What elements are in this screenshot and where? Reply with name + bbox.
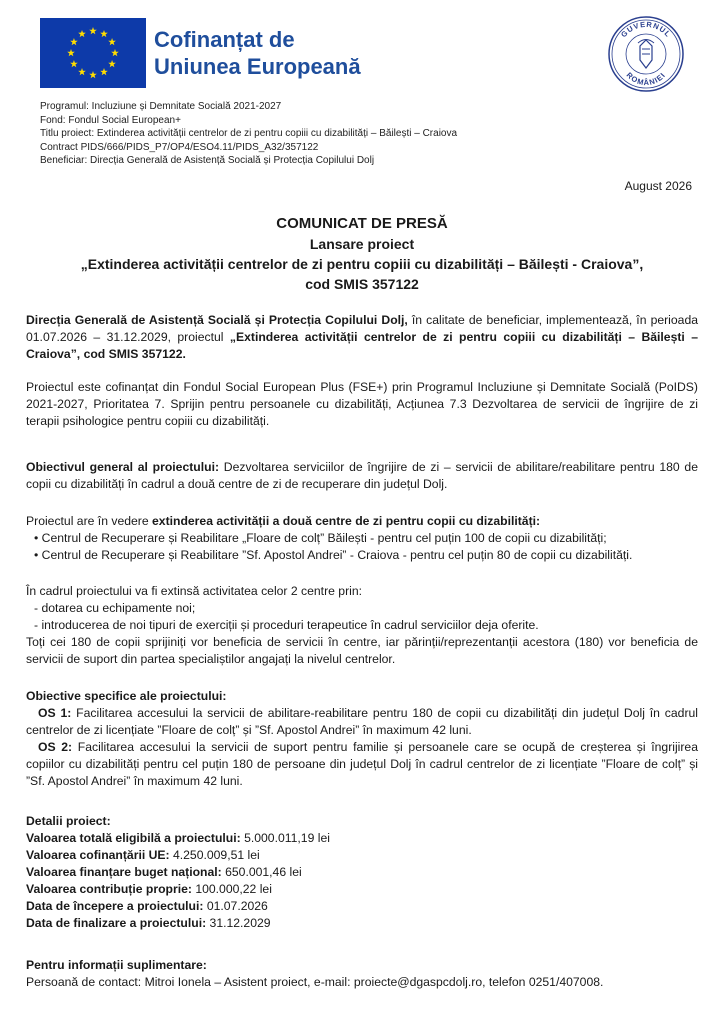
detail-label: Valoarea finanțare buget național: <box>26 865 222 879</box>
government-seal-logo <box>608 16 684 92</box>
details-section <box>26 813 698 932</box>
detail-value: 4.250.009,51 lei <box>169 848 260 862</box>
activities-closing: Toți cei 180 de copii sprijiniți vor beneficia de servicii în centre, iar părinții/reprezentanții acestora (180) vor beneficia de servicii de suport din partea specialiștilor angajați la nivelul centrelor. <box>26 635 698 666</box>
header <box>0 0 724 100</box>
list-item: • Centrul de Recuperare și Reabilitare „Floare de colț” Băilești - pentru cel puțin 100 de copii cu dizabilități; <box>34 531 607 545</box>
seal-text-top: GUVERNUL <box>619 19 673 40</box>
specific-objectives-heading <box>26 688 698 705</box>
project-name: „Extinderea activității centrelor de zi pentru copiii cu dizabilități – Băilești - Craiova”, <box>80 256 644 272</box>
os2-text: Facilitarea accesului la servicii de suport pentru familie și persoanele care se ocupă de creșterea și îngrijirea copiilor cu dizabilități pentru cel puțin 180 de persoane din județul Dolj în cadrul centrelor de zi licențiate ”Floare de colț” și ”Sf. Apostol Andrei” în maximum 42 luni. <box>26 740 698 788</box>
press-release-titles <box>30 214 694 294</box>
detail-row <box>26 830 698 847</box>
list-item: - introducerea de noi tipuri de exerciții și proceduri terapeutice în cadrul serviciilor deja oferite. <box>34 618 539 632</box>
eu-star-icon <box>108 38 116 45</box>
project-meta <box>40 100 457 168</box>
eu-star-icon <box>108 60 116 67</box>
eu-star-icon <box>89 71 97 78</box>
intro-org: Direcția Generală de Asistență Socială și Protecția Copilului Dolj, <box>26 313 408 327</box>
eu-star-icon <box>67 49 75 56</box>
eu-star-icon <box>100 68 108 75</box>
os1-label: OS 1: <box>38 706 72 720</box>
subtitle: Lansare proiect <box>309 236 415 252</box>
detail-value: 650.001,46 lei <box>221 865 302 879</box>
detail-value: 5.000.011,19 lei <box>240 831 330 845</box>
detail-label: Data de începere a proiectului: <box>26 899 204 913</box>
eu-star-icon <box>70 38 78 45</box>
general-objective-text: Dezvoltarea serviciilor de îngrijire de zi – servicii de abilitare/reabilitare pentru 180 de copii cu dizabilități în cadrul a două centre de zi de recuperare din județul Dolj. <box>26 460 698 491</box>
meta-beneficiary: Beneficiar: Direcția Generală de Asistență Socială și Protecția Copilului Dolj <box>40 155 375 166</box>
eu-star-icon <box>89 27 97 34</box>
os2-label: OS 2: <box>38 740 73 754</box>
detail-value: 100.000,22 lei <box>191 882 272 896</box>
details-heading-text: Detalii proiect: <box>26 814 111 828</box>
objective-os2 <box>26 739 698 790</box>
meta-title: Titlu proiect: Extinderea activității centrelor de zi pentru copiii cu dizabilități – Băilești – Craiova <box>40 128 458 139</box>
contact-heading-text: Pentru informații suplimentare: <box>26 958 207 972</box>
meta-contract: Contract PIDS/666/PIDS_P7/OP4/ESO4.11/PIDS_A32/357122 <box>40 141 319 153</box>
page-title: COMUNICAT DE PRESĂ <box>276 215 448 232</box>
intro-project: „Extinderea activității centrelor de zi pentru copiii cu dizabilități – Băilești – Craiova”, cod SMIS 357122. <box>26 330 698 361</box>
eu-star-icon <box>78 30 86 37</box>
intro-paragraph <box>26 312 698 363</box>
detail-label: Valoarea cofinanțării UE: <box>26 848 170 862</box>
activities-lead: În cadrul proiectului va fi extinsă activitatea celor 2 centre prin: <box>26 584 363 598</box>
eu-title-line1: Cofinanțat de <box>154 27 295 52</box>
extension-lead <box>26 513 698 530</box>
detail-label: Data de finalizare a proiectului: <box>26 916 207 930</box>
objective-os1 <box>26 705 698 739</box>
contact-text: Persoană de contact: Mitroi Ionela – Asistent proiect, e-mail: proiecte@dgaspcdolj.ro, telefon 0251/407008. <box>26 975 604 989</box>
eu-title-line2: Uniunea Europeană <box>154 54 361 79</box>
eu-star-icon <box>100 30 108 37</box>
eu-stars-icon <box>40 18 146 88</box>
general-objective-label: Obiectivul general al proiectului: <box>26 460 220 474</box>
specific-objectives-label: Obiective specifice ale proiectului: <box>26 689 227 703</box>
extension-lead-text: Proiectul are în vedere <box>26 514 153 528</box>
os1-text: Facilitarea accesului la servicii de abilitare-reabilitare pentru 180 de copii cu dizabilități din județul Dolj în cadrul centrelor de zi licențiate ”Floare de colț” și ”Sf. Apostol Andrei” în maximum 42 luni. <box>26 706 698 737</box>
details-heading <box>26 813 698 830</box>
activities-section <box>26 583 698 668</box>
eu-star-icon <box>111 49 119 56</box>
detail-row <box>26 864 698 881</box>
general-objective-paragraph <box>26 459 698 493</box>
detail-row <box>26 847 698 864</box>
detail-row <box>26 915 698 932</box>
detail-row <box>26 881 698 898</box>
detail-label: Valoarea totală eligibilă a proiectului: <box>26 831 241 845</box>
extension-lead-bold: extinderea activității a două centre de zi pentru copii cu dizabilități: <box>152 514 541 528</box>
financing-paragraph: Proiectul este cofinanțat din Fondul Social European Plus (FSE+) prin Programul Incluziune și Demnitate Socială (PoIDS) 2021-2027, Prioritatea 7. Sprijin pentru persoanele cu dizabilități, Acțiunea 7.3 Dezvoltarea de servicii de îngrijire de zi terapii psihologice pentru copiii cu dizabilități. <box>26 380 698 428</box>
contact-section <box>26 957 698 991</box>
seal-text-bottom: ROMÂNIEI <box>624 70 668 88</box>
eu-flag-logo <box>40 18 146 88</box>
extension-section <box>26 513 698 564</box>
specific-objectives-section <box>26 688 698 790</box>
eu-star-icon <box>70 60 78 67</box>
detail-label: Valoarea contribuție proprie: <box>26 882 192 896</box>
project-code: cod SMIS 357122 <box>305 276 419 292</box>
detail-row <box>26 898 698 915</box>
list-item: - dotarea cu echipamente noi; <box>34 601 196 615</box>
meta-program: Programul: Incluziune și Demnitate Socială 2021-2027 <box>40 101 282 112</box>
intro-text: în calitate de beneficiar, implementează, în perioada 01.07.2026 – 31.12.2029, proiectul <box>26 313 699 344</box>
detail-value: 01.07.2026 <box>203 899 268 913</box>
meta-fund: Fond: Fondul Social European+ <box>40 114 181 126</box>
eu-star-icon <box>78 68 86 75</box>
eu-cofinancing-title <box>154 26 361 80</box>
document-date: August 2026 <box>624 179 692 193</box>
detail-value: 31.12.2029 <box>206 916 271 930</box>
list-item: • Centrul de Recuperare și Reabilitare ”Sf. Apostol Andrei” - Craiova - pentru cel puțin 80 de copii cu dizabilități. <box>34 548 633 562</box>
contact-heading <box>26 957 698 974</box>
